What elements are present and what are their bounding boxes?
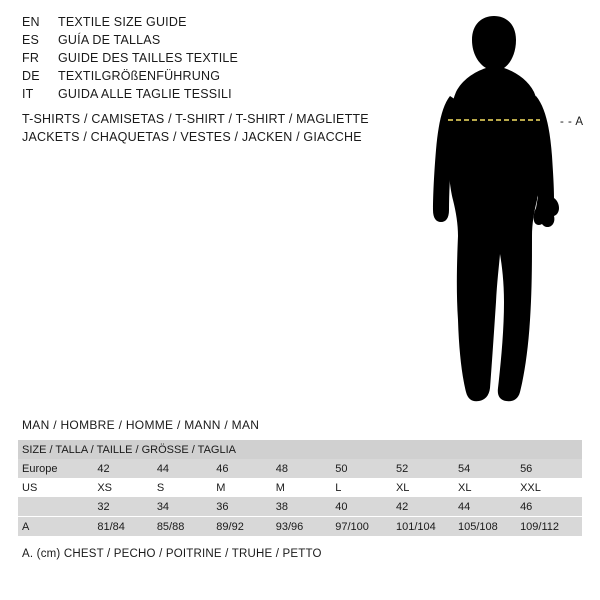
table-cell: XXL [520, 481, 541, 494]
table-cell: L [335, 481, 342, 494]
language-text: TEXTILGRÖßENFÜHRUNG [58, 69, 221, 83]
table-cell: 54 [458, 462, 471, 475]
table-cell: 85/88 [157, 517, 216, 537]
table-cell: XL [395, 481, 410, 494]
table-cell: 36 [216, 500, 229, 513]
measure-label-a: - - A [560, 116, 584, 128]
table-cell: 89/92 [216, 517, 275, 537]
language-row [22, 33, 382, 51]
language-row [22, 69, 382, 87]
language-text: GUIDA ALLE TAGLIE TESSILI [58, 87, 232, 101]
table-cell: 46 [520, 500, 533, 513]
row-label [18, 497, 97, 517]
size-table [18, 440, 582, 536]
footnote: A. (cm) CHEST / PECHO / POITRINE / TRUHE / PETTO [22, 548, 322, 560]
table-cell: 109/112 [520, 517, 582, 537]
language-list [22, 15, 382, 105]
table-cell: 38 [275, 500, 288, 513]
table-header-row [18, 440, 582, 459]
table-cell: XL [458, 481, 472, 494]
table-cell: 34 [156, 500, 170, 513]
category-line: JACKETS / CHAQUETAS / VESTES / JACKEN / GIACCHE [22, 130, 362, 144]
table-cell: 42 [97, 462, 110, 475]
language-row [22, 15, 382, 33]
row-label: Europe [22, 462, 58, 475]
table-cell: 105/108 [458, 517, 520, 537]
language-text: GUIDE DES TAILLES TEXTILE [58, 51, 239, 65]
body-figure [400, 10, 600, 410]
table-header-label: SIZE / TALLA / TAILLE / GRÖSSE / TAGLIA [22, 443, 236, 456]
language-row [22, 87, 382, 105]
table-cell: 97/100 [335, 517, 396, 537]
language-row [22, 51, 382, 69]
language-code: FR [22, 51, 40, 65]
table-cell: 52 [395, 462, 409, 475]
table-row [18, 459, 582, 478]
row-label: US [22, 481, 38, 494]
table-cell: 44 [156, 462, 170, 475]
table-cell: M [216, 481, 226, 494]
table-cell: 93/96 [276, 517, 335, 537]
table-cell: 46 [216, 462, 229, 475]
table-cell: 48 [275, 462, 288, 475]
table-cell: S [156, 481, 165, 494]
language-text: TEXTILE SIZE GUIDE [58, 15, 187, 29]
table-cell: M [275, 481, 285, 494]
language-text: GUÍA DE TALLAS [58, 33, 161, 47]
table-cell: 50 [335, 462, 348, 475]
table-title: MAN / HOMBRE / HOMME / MANN / MAN [22, 418, 260, 432]
language-code: IT [22, 87, 34, 101]
table-row [18, 517, 582, 537]
category-line: T-SHIRTS / CAMISETAS / T-SHIRT / T-SHIRT / MAGLIETTE [22, 112, 369, 126]
table-cell: 42 [395, 500, 409, 513]
row-label: A [18, 517, 97, 537]
male-silhouette-icon [400, 10, 600, 410]
category-list [22, 110, 422, 146]
table-cell: 40 [335, 500, 348, 513]
table-cell: 56 [520, 462, 533, 475]
table-row [18, 478, 582, 497]
table-cell: 44 [458, 500, 471, 513]
language-code: ES [22, 33, 40, 47]
table-row [18, 497, 582, 517]
language-code: EN [22, 15, 40, 29]
table-cell: XS [97, 481, 113, 494]
table-cell: 32 [97, 500, 110, 513]
table-cell: 101/104 [396, 517, 458, 537]
table-cell: 81/84 [97, 517, 156, 537]
language-code: DE [22, 69, 40, 83]
